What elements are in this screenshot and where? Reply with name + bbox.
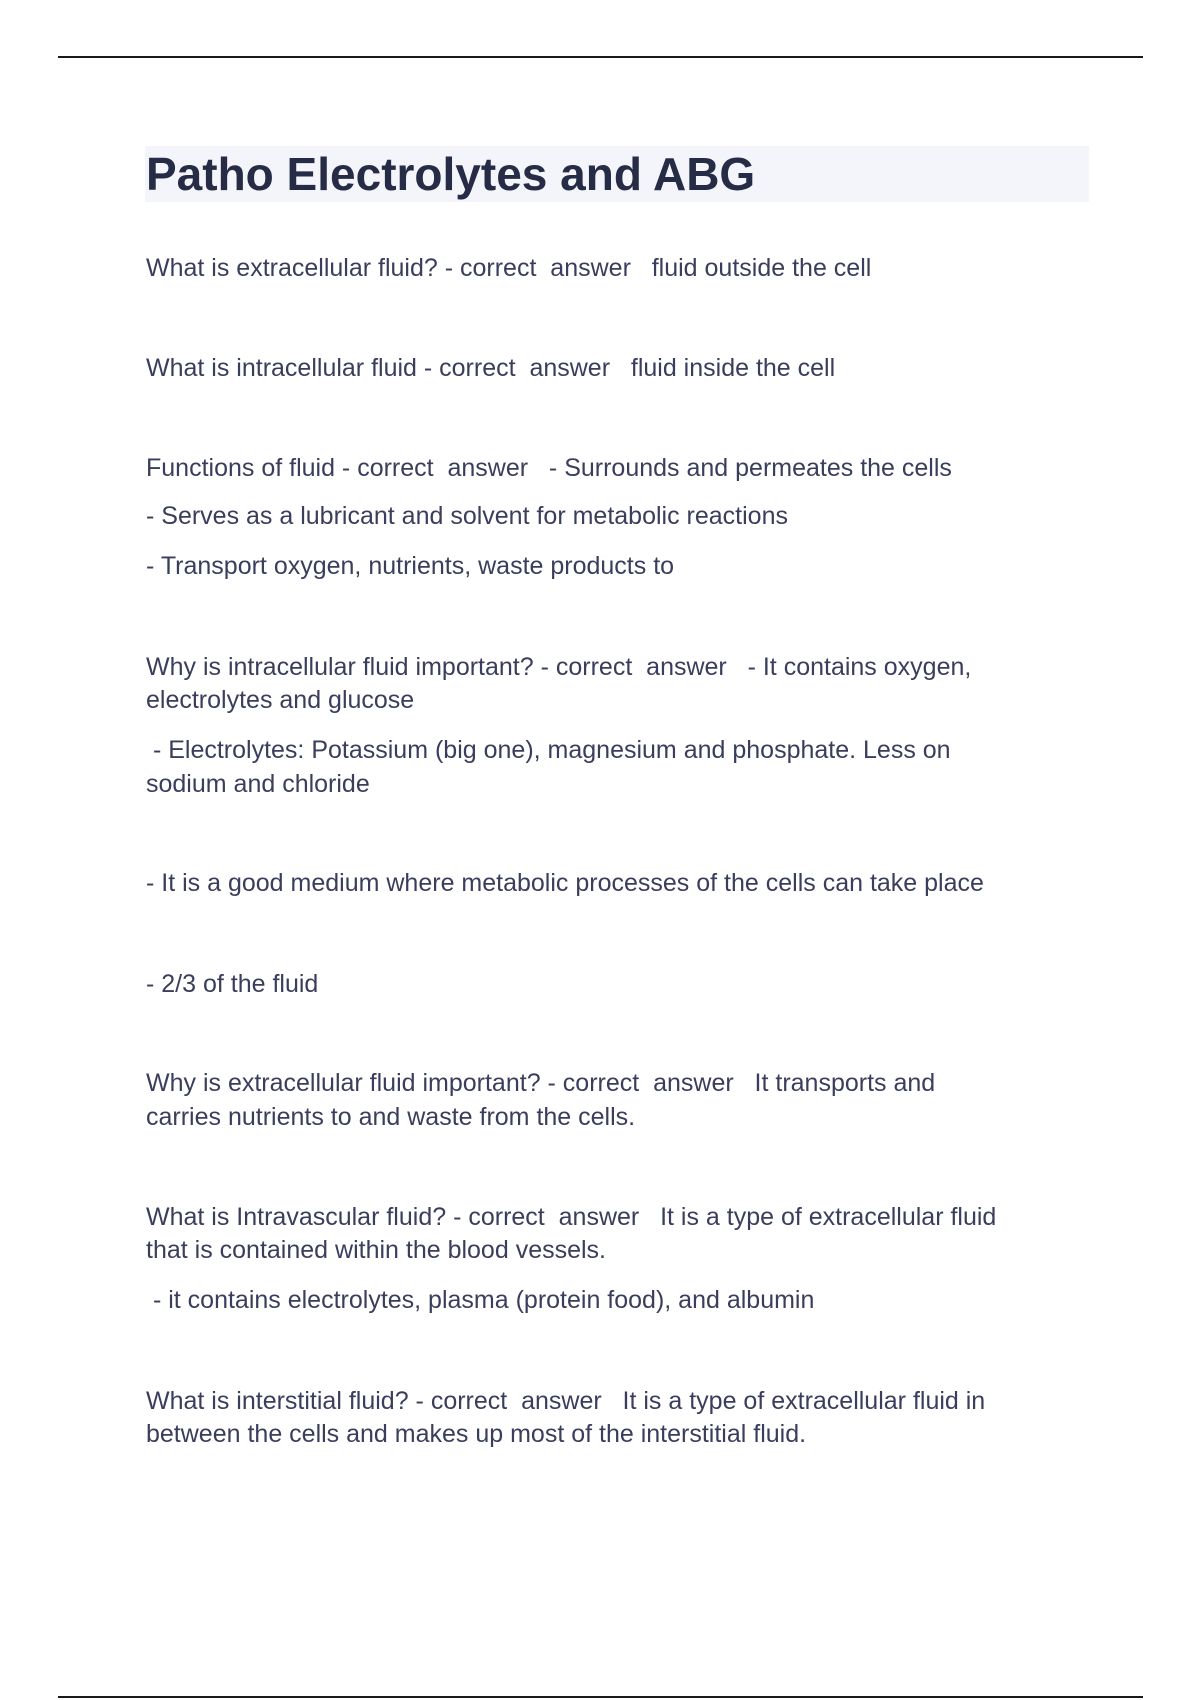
qa-functions-of-fluid: Functions of fluid - correct answer - Surrounds and permeates the cells <box>146 454 952 482</box>
qa-extracellular-importance: Why is extracellular fluid important? - correct answer It transports and <box>146 1069 936 1097</box>
extracellular-importance-line-2: carries nutrients to and waste from the cells. <box>146 1103 636 1131</box>
intracellular-two-thirds: - 2/3 of the fluid <box>146 970 319 998</box>
functions-line-3: - Transport oxygen, nutrients, waste products to <box>146 552 675 580</box>
qa-interstitial-fluid: What is interstitial fluid? - correct answer It is a type of extracellular fluid in <box>146 1387 986 1415</box>
interstitial-line-2: between the cells and makes up most of the interstitial fluid. <box>146 1420 807 1448</box>
qa-extracellular-fluid: What is extracellular fluid? - correct answer fluid outside the cell <box>146 254 872 282</box>
top-rule <box>58 56 1143 58</box>
intravascular-contents: - it contains electrolytes, plasma (protein food), and albumin <box>146 1286 815 1314</box>
intracellular-electrolytes: - Electrolytes: Potassium (big one), magnesium and phosphate. Less on <box>146 736 951 764</box>
qa-intracellular-importance: Why is intracellular fluid important? - correct answer - It contains oxygen, <box>146 653 972 681</box>
bottom-rule <box>58 1696 1143 1698</box>
qa-intracellular-fluid: What is intracellular fluid - correct answer fluid inside the cell <box>146 354 836 382</box>
functions-line-2: - Serves as a lubricant and solvent for metabolic reactions <box>146 502 788 530</box>
intravascular-line-2: that is contained within the blood vessels. <box>146 1236 606 1264</box>
intracellular-importance-line-2: electrolytes and glucose <box>146 686 415 714</box>
qa-intravascular-fluid: What is Intravascular fluid? - correct answer It is a type of extracellular fluid <box>146 1203 997 1231</box>
intracellular-medium: - It is a good medium where metabolic processes of the cells can take place <box>146 869 984 897</box>
intracellular-electrolytes-line-2: sodium and chloride <box>146 770 370 798</box>
document-title: Patho Electrolytes and ABG <box>146 148 756 200</box>
